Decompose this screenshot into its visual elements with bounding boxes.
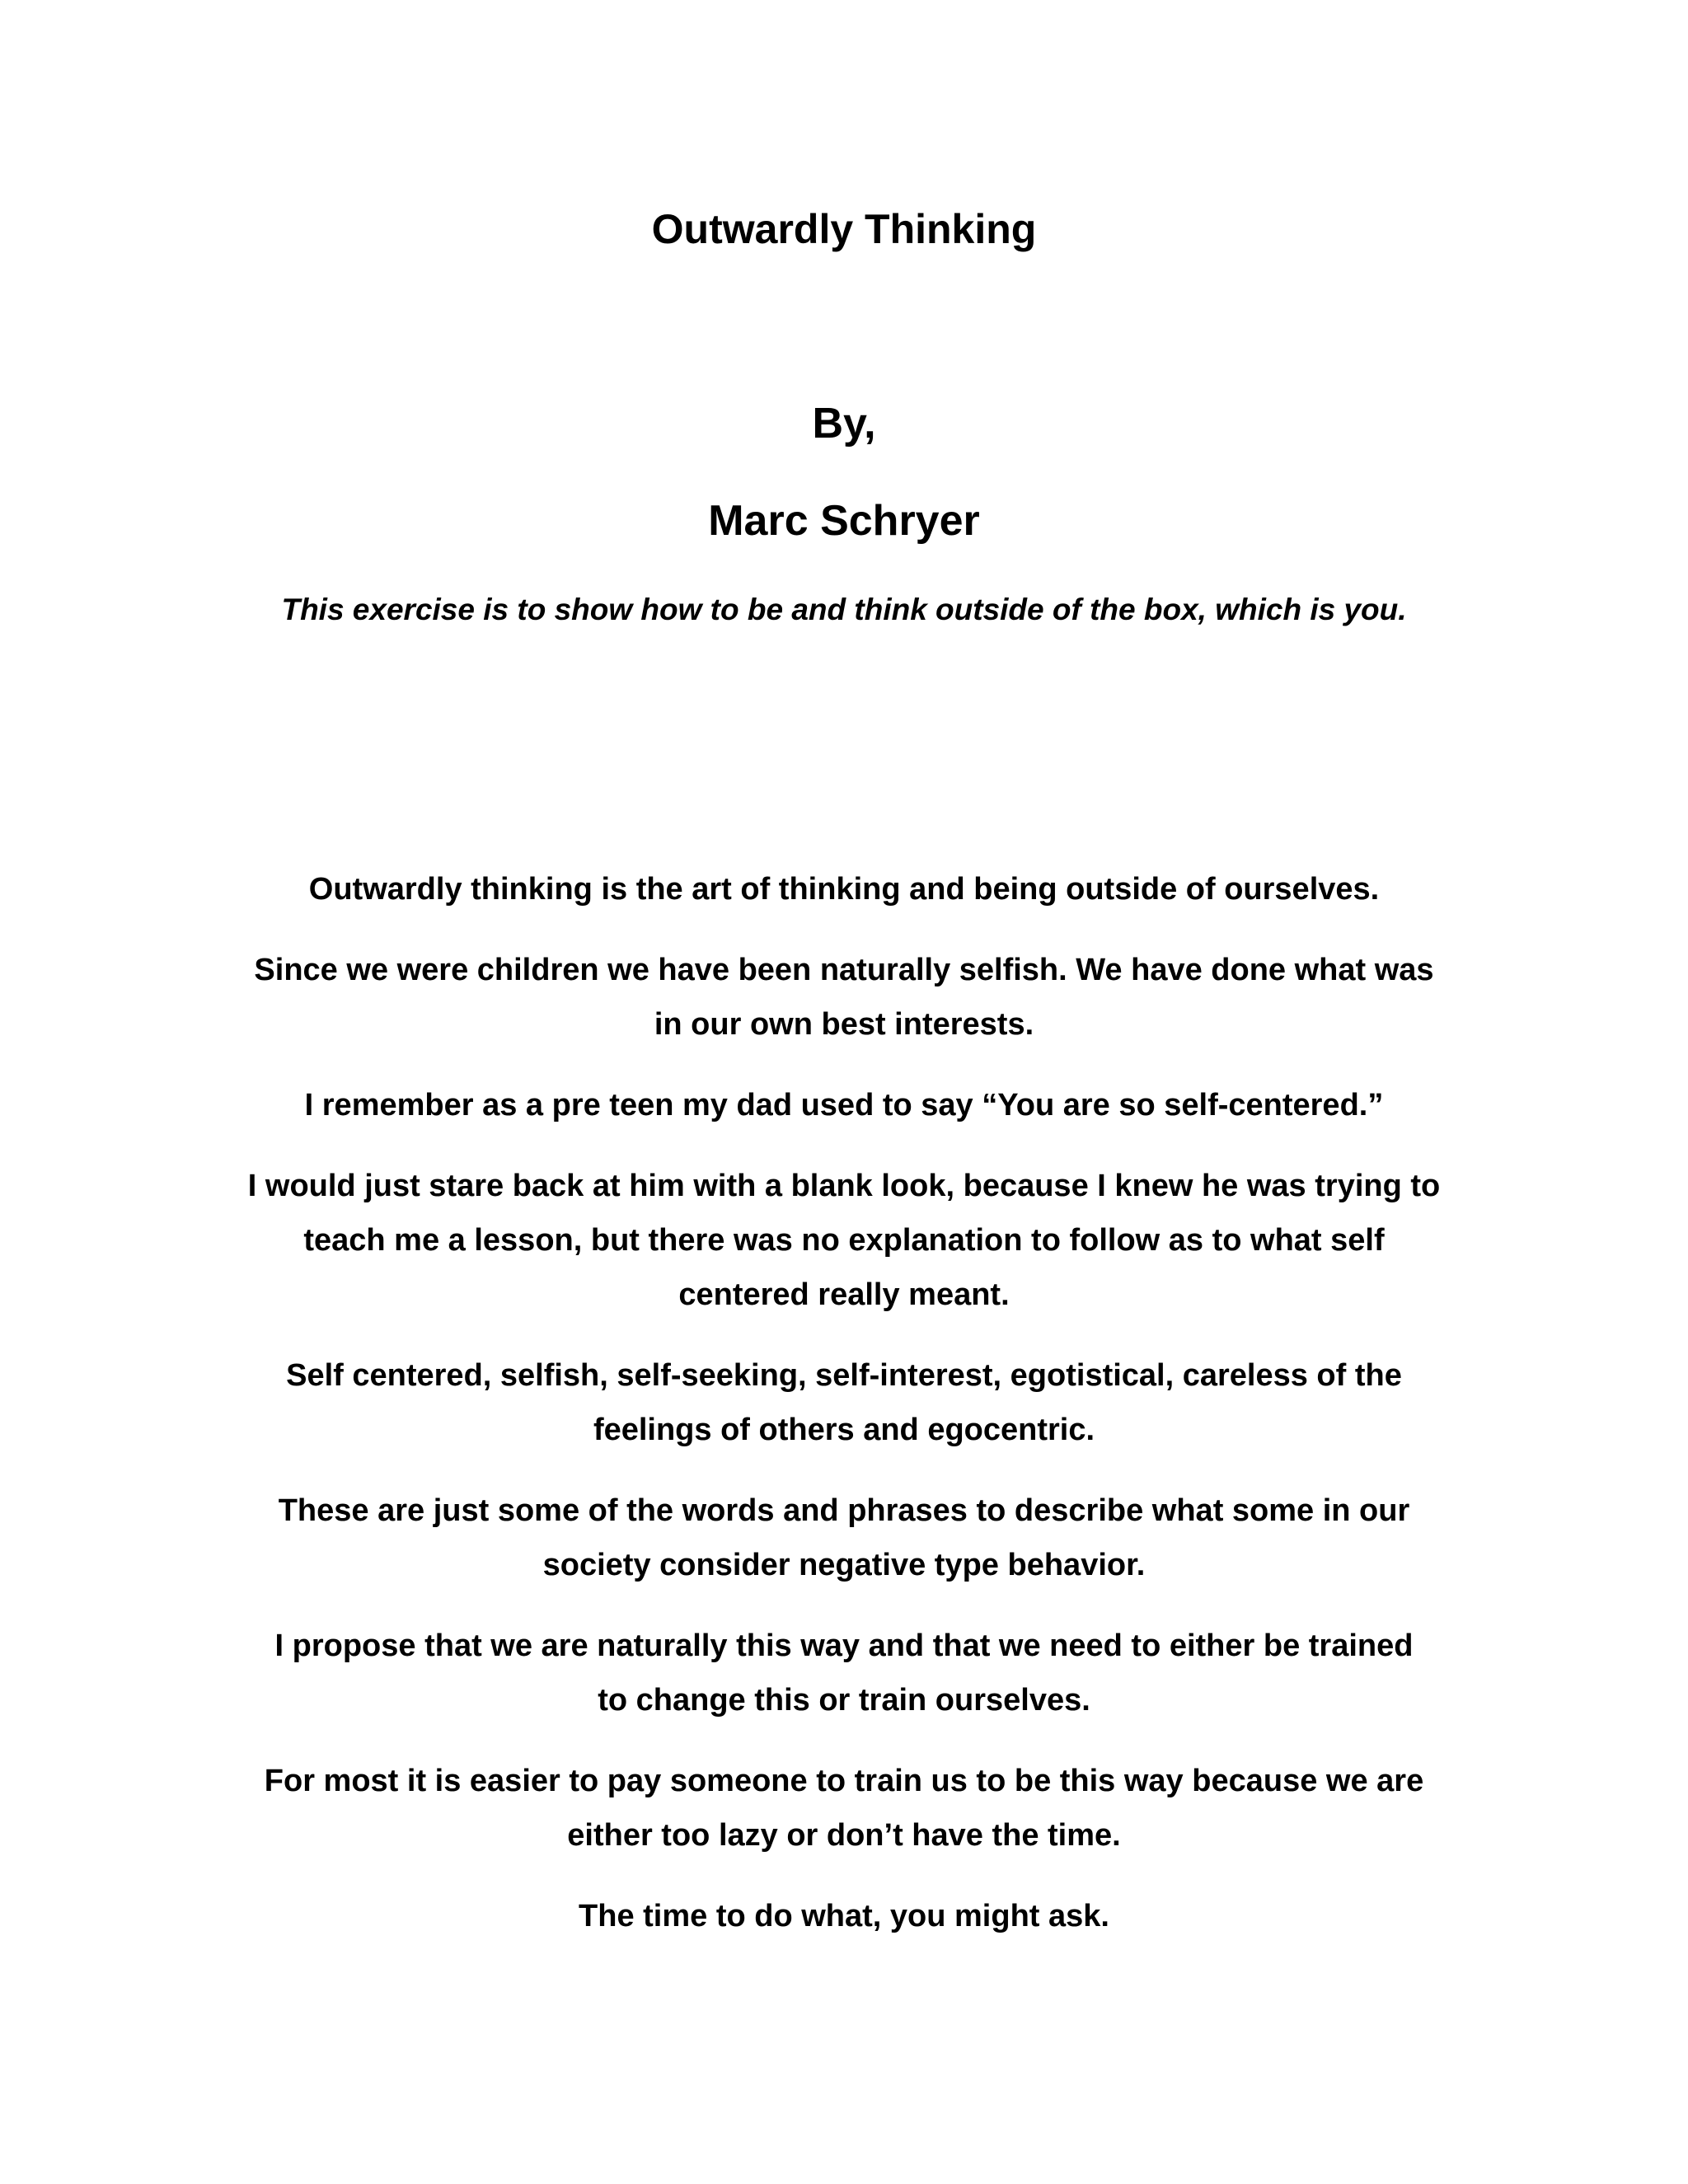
paragraph-line: The time to do what, you might ask. (579, 1899, 1109, 1933)
paragraph-line: Self centered, selfish, self-seeking, self-interest, egotistical, careless of the (286, 1358, 1402, 1393)
paragraph-line: I remember as a pre teen my dad used to say “You are so self-centered.” (304, 1088, 1384, 1122)
document-subtitle: This exercise is to show how to be and think outside of the box, which is you. (281, 593, 1407, 626)
paragraph-line: to change this or train ourselves. (598, 1683, 1090, 1718)
paragraph-line: Outwardly thinking is the art of thinking and being outside of ourselves. (308, 872, 1380, 907)
paragraph (0, 1889, 1688, 1943)
paragraph (0, 943, 1688, 1052)
paragraph-line: I would just stare back at him with a blank look, because I knew he was trying to (247, 1169, 1441, 1203)
paragraph-line: society consider negative type behavior. (542, 1548, 1146, 1582)
paragraph-line: either too lazy or don’t have the time. (567, 1818, 1121, 1853)
byline: By, (812, 400, 876, 448)
paragraph (0, 1483, 1688, 1592)
document-body (0, 862, 1688, 1970)
document-title: Outwardly Thinking (651, 206, 1037, 252)
paragraph-line: Since we were children we have been naturally selfish. We have done what was (254, 953, 1434, 987)
paragraph-line: For most it is easier to pay someone to train us to be this way because we are (264, 1764, 1424, 1798)
paragraph-line: I propose that we are naturally this way and that we need to either be trained (274, 1629, 1414, 1663)
paragraph (0, 1348, 1688, 1457)
paragraph (0, 1078, 1688, 1132)
paragraph-line: teach me a lesson, but there was no explanation to follow as to what self (303, 1223, 1385, 1258)
paragraph-line: feelings of others and egocentric. (593, 1413, 1095, 1447)
paragraph-line: in our own best interests. (654, 1007, 1034, 1042)
author-name: Marc Schryer (708, 497, 980, 545)
paragraph (0, 1754, 1688, 1863)
paragraph (0, 1619, 1688, 1727)
paragraph (0, 1159, 1688, 1322)
paragraph-line: centered really meant. (678, 1277, 1010, 1312)
paragraph (0, 862, 1688, 916)
paragraph-line: These are just some of the words and phrases to describe what some in our (278, 1493, 1410, 1528)
